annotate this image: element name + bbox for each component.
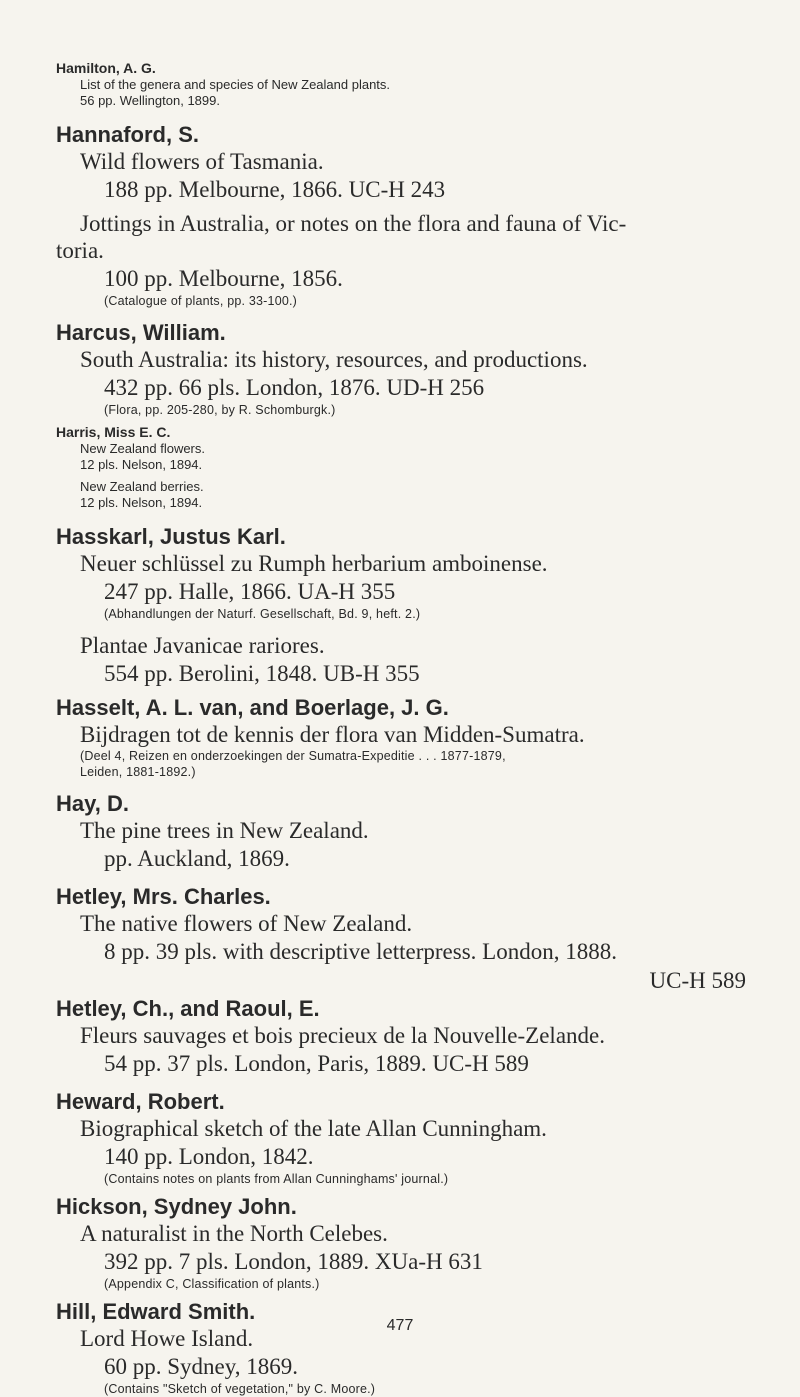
author-name: Hannaford, S. — [56, 122, 200, 147]
page-number: 477 — [386, 1317, 414, 1334]
contents-note: (Deel 4, Reizen en onderzoekingen der Sumatra-Expeditie . . . 1877-1879, — [80, 749, 506, 763]
publication-info: 12 pls. Nelson, 1894. — [80, 457, 203, 472]
author-name: Heward, Robert. — [56, 1089, 225, 1114]
author-name: Hetley, Mrs. Charles. — [56, 884, 271, 909]
work-title: List of the genera and species of New Zealand plants. — [80, 77, 391, 92]
entry-hetley-mrs — [56, 883, 746, 995]
publication-info: 247 pp. Halle, 1866. UA-H 355 — [104, 579, 396, 604]
entry-hickson — [56, 1193, 746, 1292]
author-name: Hasselt, A. L. van, and Boerlage, J. G. — [56, 695, 449, 720]
entry-harris — [56, 424, 746, 511]
author-name: Hetley, Ch., and Raoul, E. — [56, 996, 320, 1021]
author-name: Hasskarl, Justus Karl. — [56, 524, 286, 549]
work-title: A naturalist in the North Celebes. — [80, 1221, 388, 1246]
author-name: Harcus, William. — [56, 320, 226, 345]
publication-info: 8 pp. 39 pls. with descriptive letterpress. London, 1888. — [104, 939, 617, 964]
bibliography-page — [56, 60, 746, 1397]
contents-note: (Contains notes on plants from Allan Cunninghams' journal.) — [104, 1172, 449, 1186]
work-title-continuation: toria. — [56, 238, 104, 263]
work-title: Neuer schlüssel zu Rumph herbarium amboinense. — [80, 551, 548, 576]
publication-info: pp. Auckland, 1869. — [104, 846, 290, 871]
work-title: Jottings in Australia, or notes on the flora and fauna of Vic- — [80, 211, 627, 236]
publication-info: 100 pp. Melbourne, 1856. — [104, 266, 343, 291]
call-number — [56, 966, 746, 995]
contents-note: (Contains "Sketch of vegetation," by C. Moore.) — [104, 1382, 376, 1396]
publication-info: 54 pp. 37 pls. London, Paris, 1889. UC-H 589 — [104, 1051, 529, 1076]
contents-note: (Catalogue of plants, pp. 33-100.) — [104, 294, 298, 308]
entry-hamilton — [56, 60, 746, 109]
entry-harcus — [56, 319, 746, 418]
work-title: The pine trees in New Zealand. — [80, 818, 369, 843]
work-title: Fleurs sauvages et bois precieux de la Nouvelle-Zelande. — [80, 1023, 605, 1048]
publication-info: 188 pp. Melbourne, 1866. UC-H 243 — [104, 177, 446, 202]
work-title: Lord Howe Island. — [80, 1326, 254, 1351]
publication-info: 12 pls. Nelson, 1894. — [80, 495, 203, 510]
work-title: New Zealand flowers. — [80, 441, 205, 456]
work-title: South Australia: its history, resources, and productions. — [80, 347, 588, 372]
author-name: Hay, D. — [56, 791, 129, 816]
author-name: Hill, Edward Smith. — [56, 1299, 256, 1324]
author-name: Hamilton, A. G. — [56, 60, 156, 76]
work-title: Bijdragen tot de kennis der flora van Midden-Sumatra. — [80, 722, 585, 747]
publication-info: 554 pp. Berolini, 1848. UB-H 355 — [104, 661, 420, 686]
publication-info: 392 pp. 7 pls. London, 1889. XUa-H 631 — [104, 1249, 483, 1274]
entry-hannaford — [56, 121, 746, 309]
entry-hasskarl — [56, 523, 746, 688]
author-name: Hickson, Sydney John. — [56, 1194, 297, 1219]
work-title: The native flowers of New Zealand. — [80, 911, 413, 936]
work-title: New Zealand berries. — [80, 479, 204, 494]
work-title: Wild flowers of Tasmania. — [80, 149, 324, 174]
author-name: Harris, Miss E. C. — [56, 424, 171, 440]
contents-note: (Abhandlungen der Naturf. Gesellschaft, Bd. 9, heft. 2.) — [104, 607, 421, 621]
publication-info: 56 pp. Wellington, 1899. — [80, 93, 220, 108]
publication-info: 140 pp. London, 1842. — [104, 1144, 314, 1169]
entry-hasselt — [56, 694, 746, 780]
contents-note: (Flora, pp. 205-280, by R. Schomburgk.) — [104, 403, 336, 417]
entry-hay — [56, 790, 746, 873]
entry-hill — [56, 1298, 746, 1397]
entry-heward — [56, 1088, 746, 1187]
publication-info: 432 pp. 66 pls. London, 1876. UD-H 256 — [104, 375, 485, 400]
entry-hetley-raoul — [56, 995, 746, 1078]
work-title: Biographical sketch of the late Allan Cunningham. — [80, 1116, 547, 1141]
contents-note: (Appendix C, Classification of plants.) — [104, 1277, 320, 1291]
publication-info: 60 pp. Sydney, 1869. — [104, 1354, 299, 1379]
call-number-text: UC-H 589 — [649, 968, 746, 993]
contents-note-continuation: Leiden, 1881-1892.) — [80, 765, 196, 779]
work-title: Plantae Javanicae rariores. — [80, 633, 325, 658]
